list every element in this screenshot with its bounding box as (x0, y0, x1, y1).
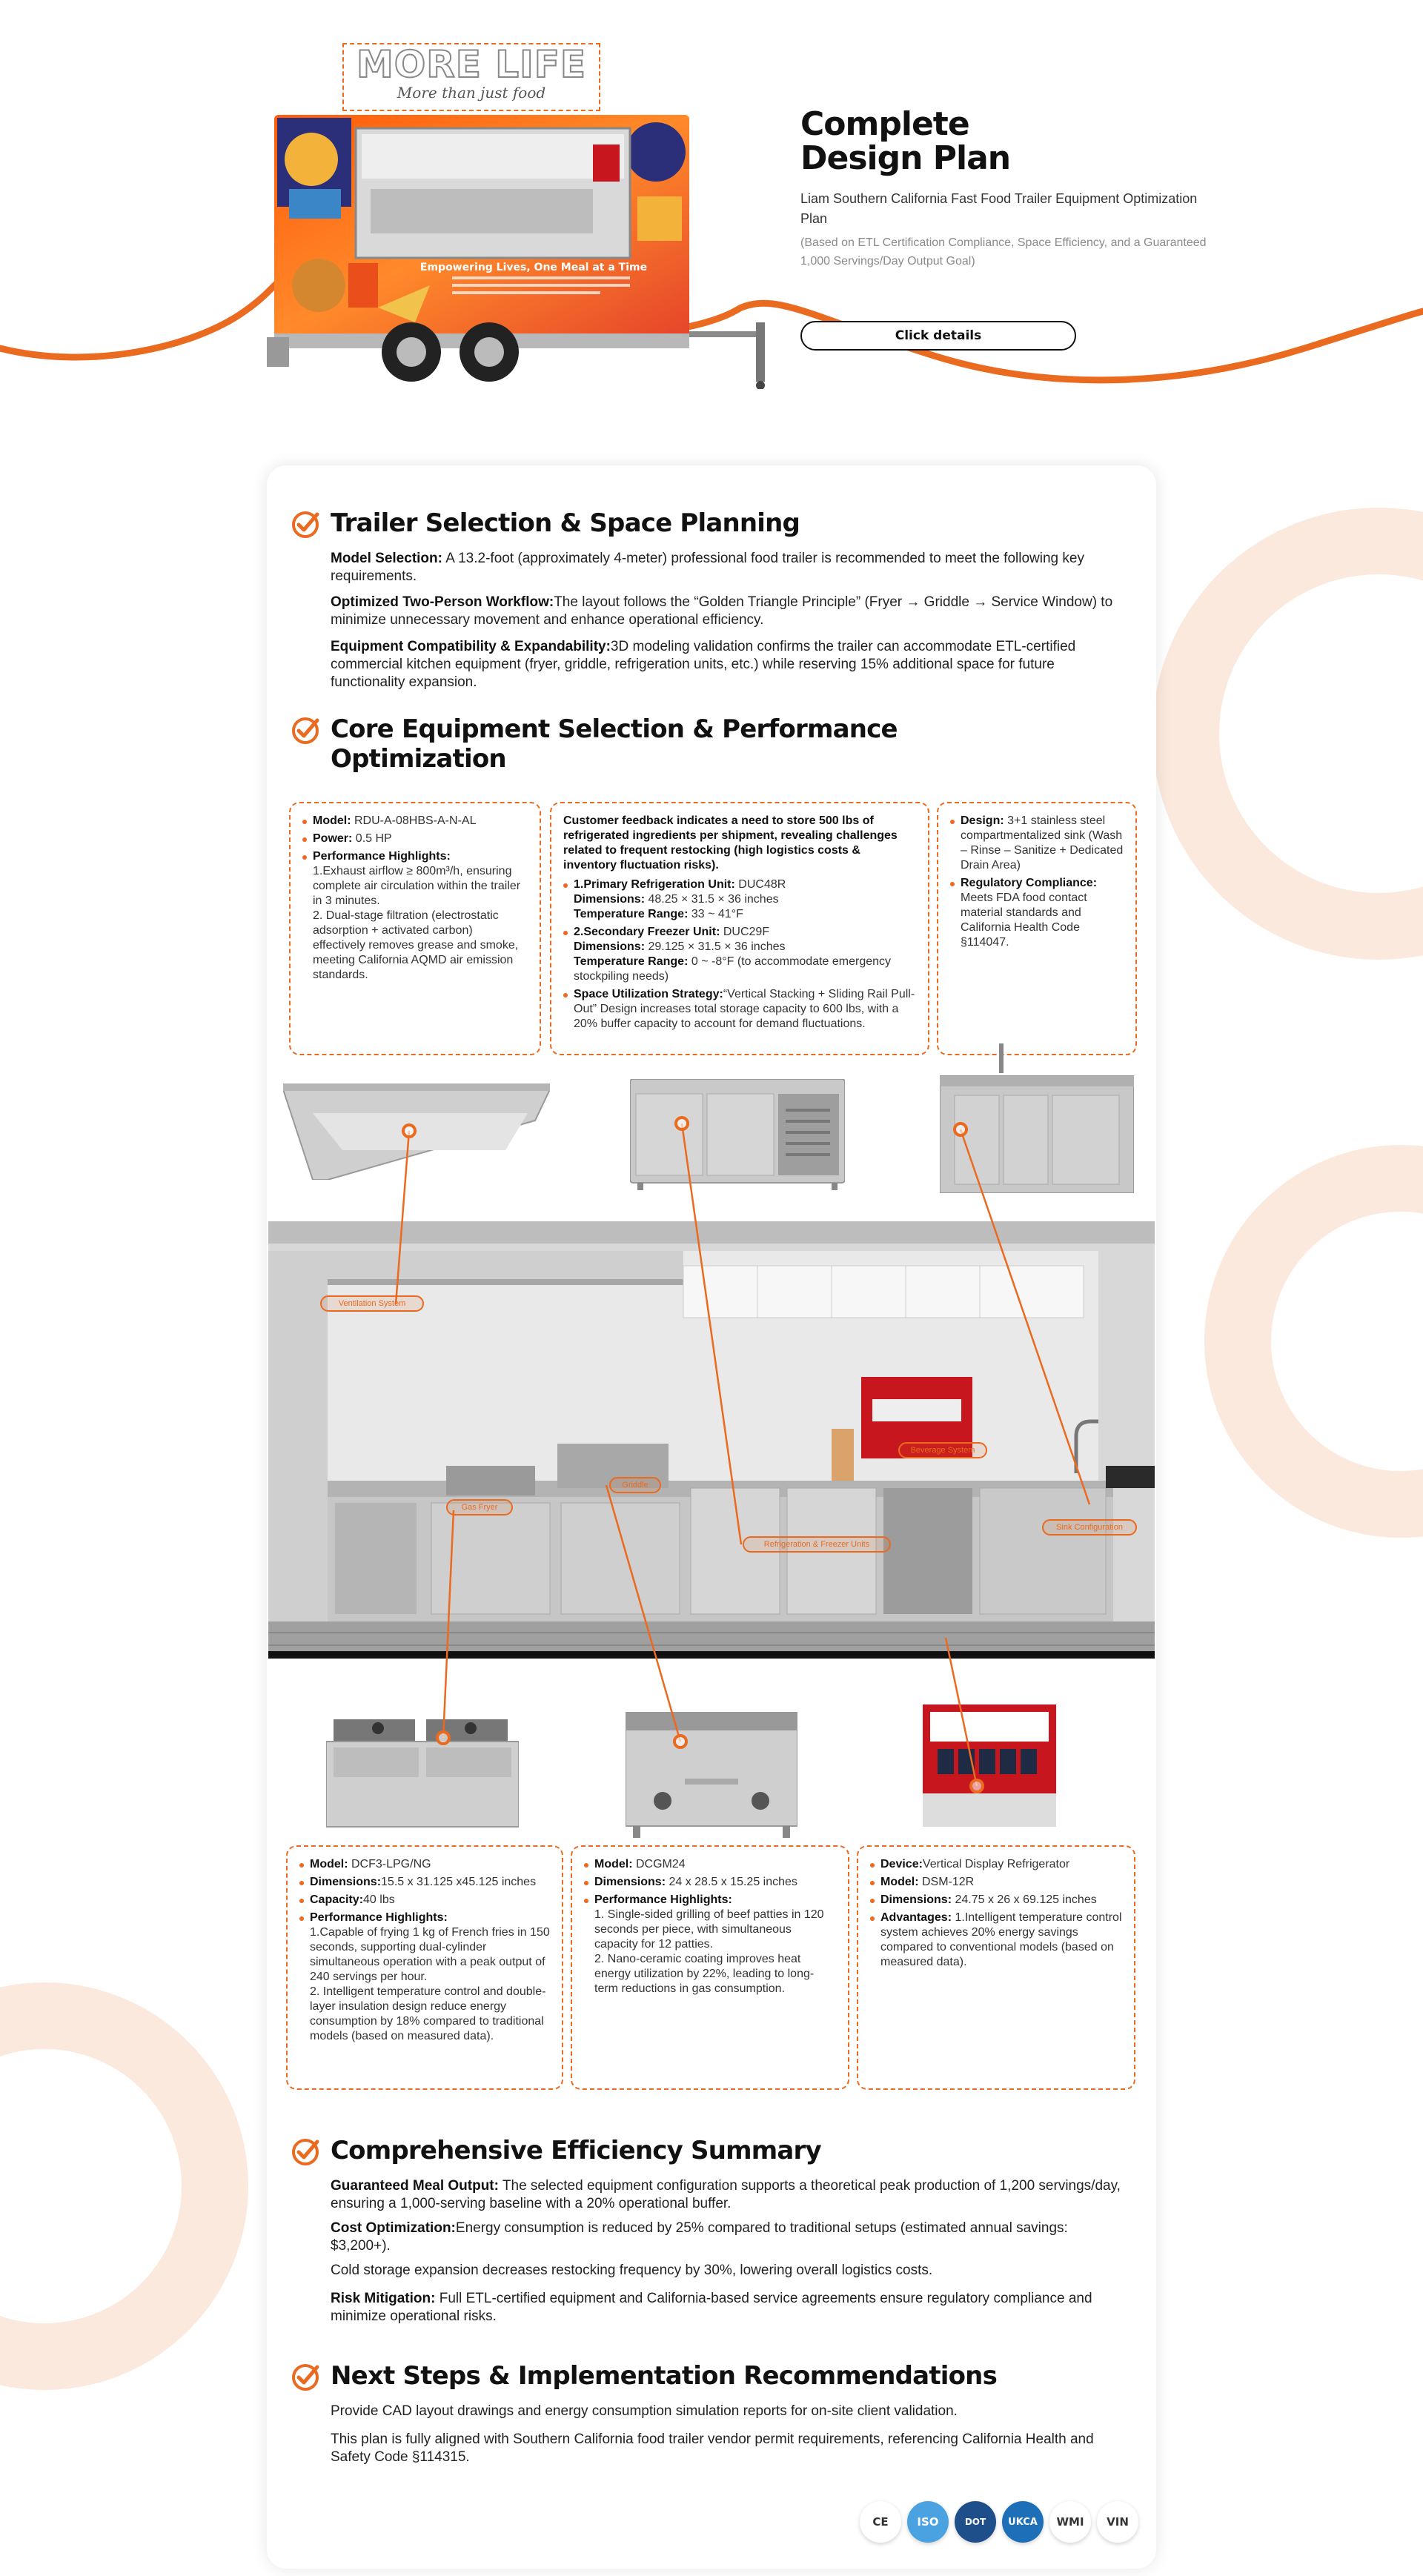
beverage-spec-box (857, 1845, 1135, 2090)
page-title-line1: Complete (800, 105, 969, 143)
spec-item: Advantages: 1.Intelligent temperature control system achieves 20% energy savings compared to conventional models (based on measured data). (870, 1911, 1122, 1970)
gas-fryer-image (326, 1712, 519, 1834)
spec-item: Model: DSM-12R (870, 1875, 1122, 1890)
callout-dot (436, 1730, 451, 1745)
callout-dot (673, 1734, 688, 1749)
sink-spec-box (937, 802, 1137, 1055)
section-title-line1: Core Equipment Selection & Performance (331, 714, 898, 744)
page-title-line2: Design Plan (800, 139, 1011, 177)
compatibility-paragraph: Equipment Compatibility & Expandability:3D modeling validation confirms the trailer can accommodate ETL-certified commercial kitchen equipment (fryer, griddle, refrigeration units, etc.) while reserving 15% additional space for future functionality expansion. (331, 639, 1076, 690)
griddle-tag: Griddle (609, 1477, 661, 1493)
spec-item: Dimensions: 24 x 28.5 x 15.25 inches (584, 1875, 836, 1890)
section-next-steps-header (291, 2361, 997, 2392)
permit-alignment-paragraph: This plan is fully aligned with Southern California food trailer vendor permit requirements, referencing California Health and Safety Code §114315. (331, 2431, 1094, 2465)
refrigeration-lead-text: Customer feedback indicates a need to store 500 lbs of refrigerated ingredients per shipment, revealing challenges related to frequent restocking (high logistics costs & inventory fluctuation risks). (563, 814, 898, 872)
beverage-dispenser-image (923, 1704, 1056, 1830)
spec-item: Model: DCF3-LPG/NG (299, 1857, 550, 1872)
ce-badge-icon: CE (860, 2501, 901, 2543)
spec-item: Power: 0.5 HP (302, 831, 528, 846)
section-core-equipment-header (291, 714, 898, 774)
spec-item: Performance Highlights: 1.Exhaust airflow ≥ 800m³/h, ensuring complete air circulation within the trailer in 3 minutes. 2. Dual-stage filtration (electrostatic adsorption + activated carbon) effectively removes grease and smoke, meeting California AQMD air emission standards. (302, 849, 528, 983)
cost-optimization-paragraph: Cost Optimization:Energy consumption is reduced by 25% compared to traditional setups (estimated annual savings: $3,200+). (331, 2220, 1068, 2254)
meal-output-paragraph: Guaranteed Meal Output: The selected equipment configuration supports a theoretical peak production of 1,200 servings/day, ensuring a 1,000-serving baseline with a 20% operational buffer. (331, 2178, 1121, 2211)
trailer-slogan: Empowering Lives, One Meal at a Time (419, 262, 648, 273)
wmi-badge-icon: WMI (1049, 2501, 1091, 2543)
click-details-button[interactable]: Click details (800, 321, 1076, 351)
check-circle-icon (291, 716, 320, 746)
callout-dot (674, 1116, 689, 1131)
cad-drawings-paragraph: Provide CAD layout drawings and energy consumption simulation reports for on-site client validation. (331, 2403, 958, 2419)
section-title: Next Steps & Implementation Recommendations (331, 2361, 998, 2391)
section-title: Comprehensive Efficiency Summary (331, 2136, 821, 2165)
hero-banner (0, 0, 1423, 415)
spec-item: Dimensions: 24.75 x 26 x 69.125 inches (870, 1893, 1122, 1908)
page-subtitle: Liam Southern California Fast Food Trailer Equipment Optimization Plan (800, 191, 1198, 226)
hero-title-block (800, 107, 1215, 270)
more-life-logo (342, 43, 600, 111)
spec-item: 1.Primary Refrigeration Unit: DUC48R Dimensions: 48.25 × 31.5 × 36 inches Temperature Range: 33 ~ 41°F (563, 877, 916, 922)
logo-sub-text: More than just food (397, 84, 546, 102)
check-circle-icon (291, 2137, 320, 2167)
spec-item: Model: RDU-A-08HBS-A-N-AL (302, 814, 528, 829)
spec-item: Design: 3+1 stainless steel compartmentalized sink (Wash – Rinse – Sanitize + Dedicated Drain Area) (950, 814, 1124, 873)
fryer-spec-box (286, 1845, 563, 2090)
spec-item: Device:Vertical Display Refrigerator (870, 1857, 1122, 1872)
certification-badges (860, 2501, 1138, 2543)
griddle-image (626, 1712, 797, 1838)
section-efficiency-summary-header (291, 2136, 821, 2167)
page-note: (Based on ETL Certification Compliance, Space Efficiency, and a Guaranteed 1,000 Servings/Day Output Goal) (800, 236, 1207, 268)
faded-tire-decoration-left (0, 1942, 296, 2576)
section-title-line2: Optimization (331, 744, 506, 774)
ventilation-system-tag: Ventilation System (320, 1295, 424, 1312)
refrigeration-freezer-tag: Refrigeration & Freezer Units (743, 1536, 891, 1553)
kitchen-scene (268, 1221, 1155, 1659)
refrigeration-spec-box (550, 802, 929, 1055)
workflow-paragraph: Optimized Two-Person Workflow:The layout follows the “Golden Triangle Principle” (Fryer → Griddle → Service Window) to minimize unnecessary movement and enhance operational efficiency. (331, 594, 1113, 628)
spec-item: Regulatory Compliance: Meets FDA food contact material standards and California Health Code §114047. (950, 876, 1124, 950)
spec-item: Dimensions:15.5 x 31.125 x45.125 inches (299, 1875, 550, 1890)
spec-item: Capacity:40 lbs (299, 1893, 550, 1908)
vin-badge-icon: VIN (1097, 2501, 1138, 2543)
spec-item: Performance Highlights: 1.Capable of frying 1 kg of French fries in 150 seconds, supporting dual-cylinder simultaneous operation with a peak output of 240 servings per hour. 2. Intelligent temperature control and double-layer insulation design reduce energy consumption by 18% compared to traditional models (based on measured data). (299, 1911, 550, 2044)
callout-dot (969, 1779, 984, 1793)
logo-main-text: MORE LIFE (356, 43, 587, 86)
section-title: Trailer Selection & Space Planning (331, 508, 800, 538)
spec-item: Performance Highlights: 1. Single-sided grilling of beef patties in 120 seconds per piece, with simultaneous capacity for 12 patties. 2. Nano-ceramic coating improves heat energy utilization by 22%, leading to long-term reductions in gas consumption. (584, 1893, 836, 1996)
sink-configuration-tag: Sink Configuration (1042, 1519, 1137, 1536)
spec-item: 2.Secondary Freezer Unit: DUC29F Dimensions: 29.125 × 31.5 × 36 inches Temperature Range: 0 ~ -8°F (to accommodate emergency stockpiling needs) (563, 925, 916, 984)
spec-item: Model: DCGM24 (584, 1857, 836, 1872)
exhaust-hood-image (283, 1083, 550, 1180)
cold-storage-paragraph: Cold storage expansion decreases restocking frequency by 30%, lowering overall logistics costs. (331, 2263, 933, 2278)
ukca-badge-icon: UKCA (1002, 2501, 1044, 2543)
ventilation-spec-box (289, 802, 541, 1055)
callout-dot (402, 1123, 417, 1138)
kitchen-interior-render (268, 1221, 1155, 1659)
iso-badge-icon: ISO (907, 2501, 949, 2543)
model-selection-paragraph: Model Selection: A 13.2-foot (approximately 4-meter) professional food trailer is recommended to meet the following key requirements. (331, 551, 1084, 584)
stainless-sink-image (940, 1043, 1134, 1193)
check-circle-icon (291, 510, 320, 540)
dot-badge-icon: DOT (955, 2501, 996, 2543)
section-trailer-selection-header (291, 508, 800, 540)
callout-dot (953, 1122, 968, 1137)
beverage-system-tag: Beverage System (898, 1442, 987, 1458)
griddle-spec-box (571, 1845, 849, 2090)
undercounter-refrigerator-image (630, 1079, 845, 1190)
risk-mitigation-paragraph: Risk Mitigation: Full ETL-certified equipment and California-based service agreements ensure regulatory compliance and minimize operational risks. (331, 2291, 1092, 2324)
spec-item: Space Utilization Strategy:“Vertical Stacking + Sliding Rail Pull-Out” Design increases total storage capacity to 600 lbs, with a 20% buffer capacity to account for demand fluctuations. (563, 987, 916, 1032)
gas-fryer-tag: Gas Fryer (446, 1499, 513, 1516)
faded-tire-decoration-right (1134, 415, 1423, 1601)
check-circle-icon (291, 2363, 320, 2392)
